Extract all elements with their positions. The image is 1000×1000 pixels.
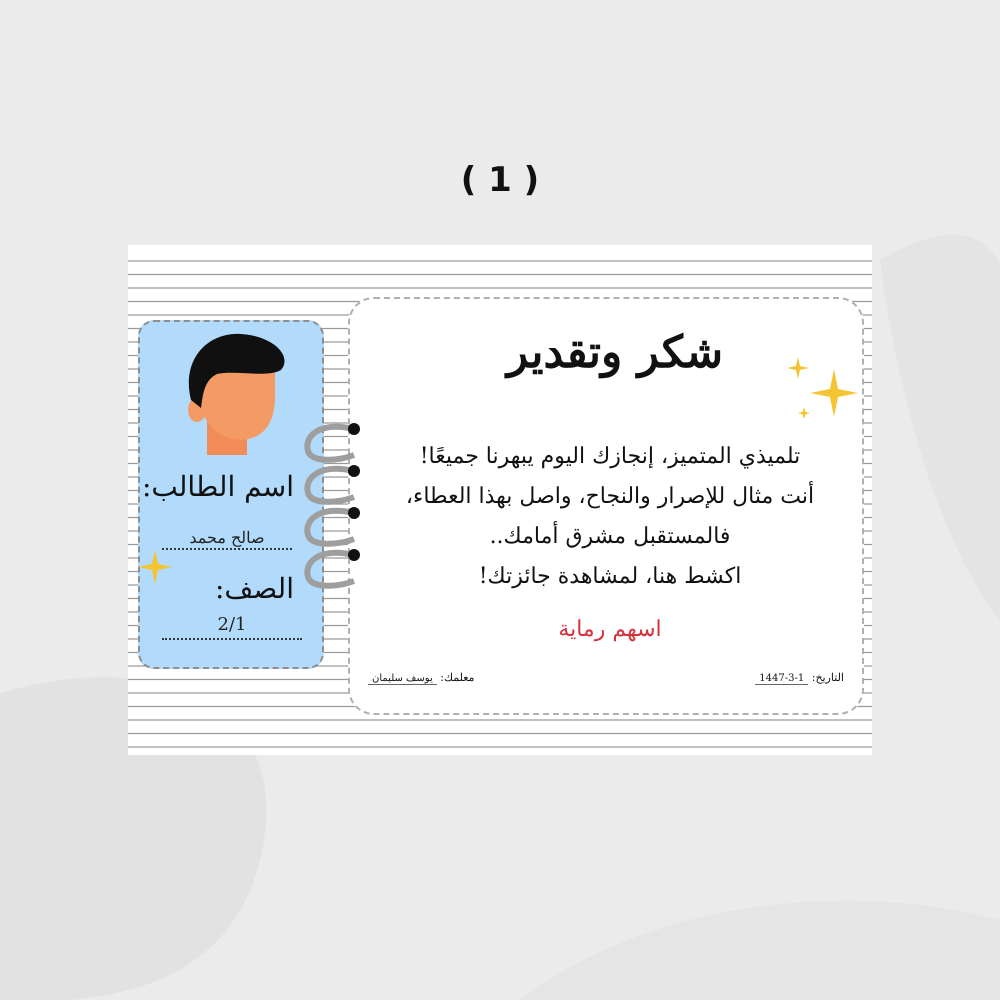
teacher-name: يوسف سليمان bbox=[368, 673, 437, 685]
message-line: أنت مثال للإصرار والنجاح، واصل بهذا العطاء، bbox=[405, 484, 815, 509]
certificate-title: شكر وتقدير bbox=[506, 327, 724, 378]
message-card bbox=[348, 297, 864, 715]
class-value: 2/1 bbox=[162, 614, 302, 640]
student-name-label: اسم الطالب: bbox=[141, 470, 294, 503]
date-label: التاريخ: bbox=[811, 671, 844, 684]
class-label: الصف: bbox=[214, 572, 294, 605]
student-name-value: صالح محمد bbox=[162, 530, 292, 550]
page-number: ( 1 ) bbox=[460, 160, 540, 200]
student-card bbox=[138, 320, 324, 669]
date-block bbox=[755, 671, 844, 685]
binder-ring-icon bbox=[307, 549, 360, 586]
student-signature: اسهم رماية bbox=[558, 617, 662, 642]
message-line: فالمستقبل مشرق أمامك.. bbox=[489, 524, 731, 549]
sparkle-icon bbox=[780, 357, 860, 427]
message-text bbox=[370, 437, 850, 597]
student-avatar-icon bbox=[177, 330, 289, 455]
binder-ring-icon bbox=[307, 465, 360, 502]
teacher-label: معلمك: bbox=[440, 671, 475, 684]
binder-rings bbox=[298, 415, 364, 605]
binder-ring-icon bbox=[307, 423, 360, 460]
binder-ring-icon bbox=[307, 507, 360, 544]
sparkle-icon bbox=[138, 550, 172, 584]
teacher-block bbox=[368, 671, 474, 685]
message-line: اكشط هنا، لمشاهدة جائزتك! bbox=[478, 564, 742, 589]
certificate bbox=[128, 245, 872, 755]
date-value: 1447-3-1 bbox=[755, 673, 808, 685]
message-line: تلميذي المتميز، إنجازك اليوم يبهرنا جميعًا! bbox=[419, 444, 801, 469]
